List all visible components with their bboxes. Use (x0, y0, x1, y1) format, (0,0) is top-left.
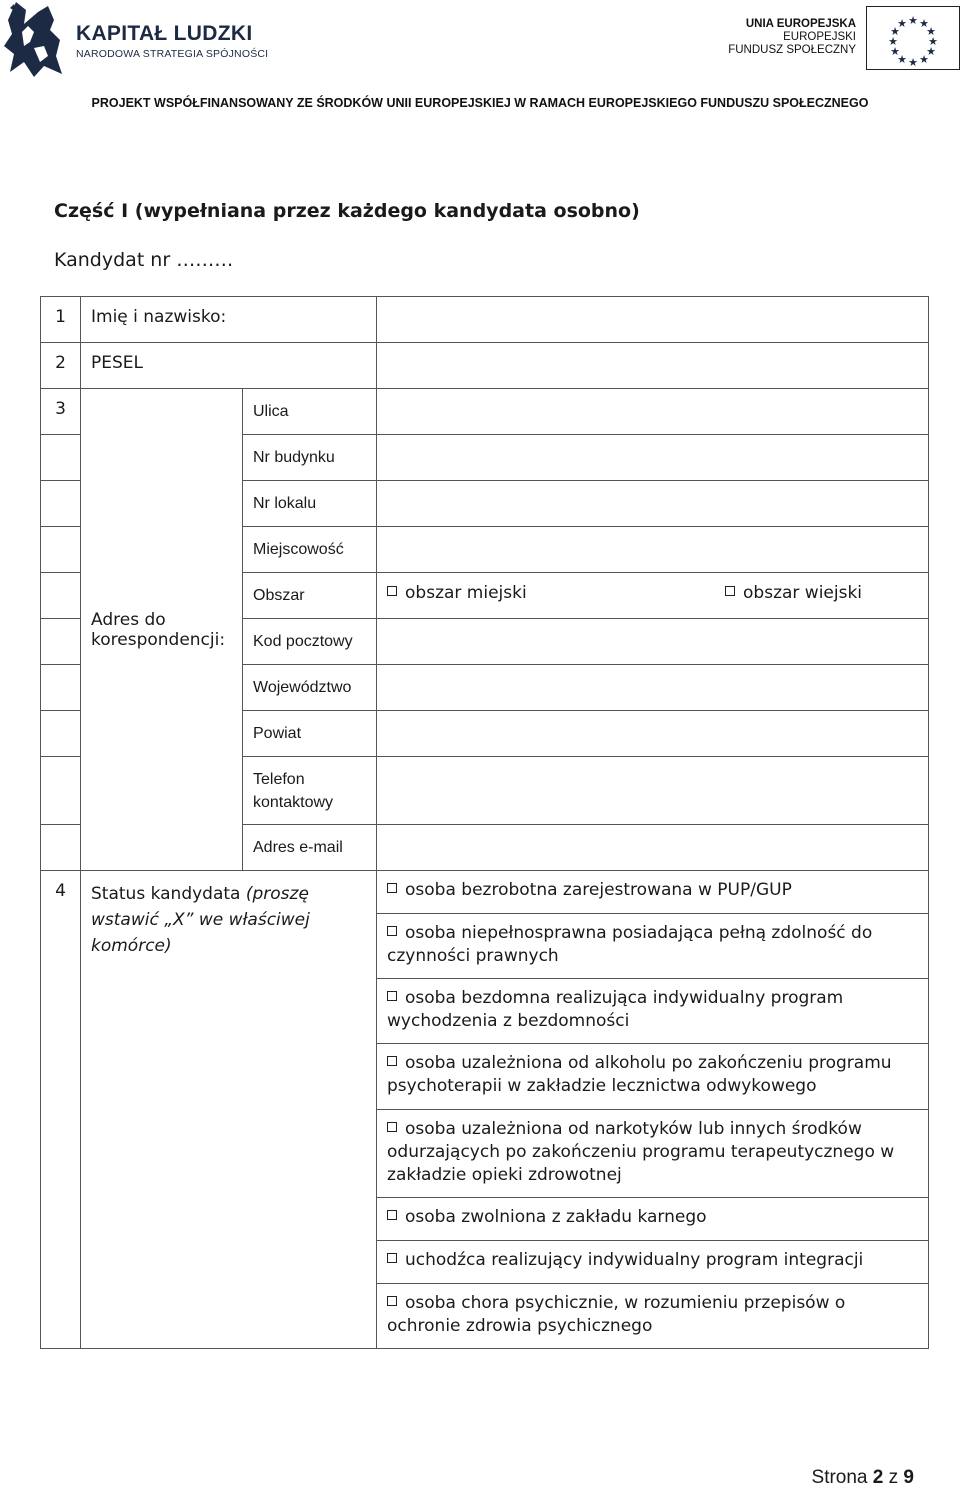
status-option[interactable] (377, 979, 929, 1044)
page-number (812, 1467, 914, 1489)
field-label: Ulica (243, 389, 377, 435)
field-label: Nr lokalu (243, 481, 377, 527)
input-postal-code[interactable] (377, 619, 929, 665)
label-name: Imię i nazwisko: (81, 297, 377, 343)
svg-text:★: ★ (919, 17, 929, 30)
status-option[interactable] (377, 871, 929, 914)
current-page: 2 (872, 1467, 884, 1488)
eu-logo-text (728, 18, 856, 57)
label-status (81, 871, 377, 1349)
candidate-form-table (40, 296, 929, 1349)
input-city[interactable] (377, 527, 929, 573)
checkbox-icon[interactable] (387, 926, 397, 936)
status-option[interactable] (377, 1284, 929, 1349)
svg-text:★: ★ (908, 14, 918, 27)
project-cofinancing-line: PROJEKT WSPÓŁFINANSOWANY ZE ŚRODKÓW UNII EUROPEJSKIEJ W RAMACH EUROPEJSKIEGO FUNDUSZU SPOŁECZNEGO (91, 96, 869, 110)
row-street (41, 389, 929, 435)
status-option-label: osoba bezrobotna zarejestrowana w PUP/GUP (405, 880, 792, 900)
checkbox-icon[interactable] (387, 883, 397, 893)
input-building[interactable] (377, 435, 929, 481)
svg-text:★: ★ (919, 53, 929, 66)
eu-line3: FUNDUSZ SPOŁECZNY (728, 44, 856, 56)
input-apartment[interactable] (377, 481, 929, 527)
address-label-text: Adres do korespondencji: (91, 609, 226, 650)
checkbox-icon[interactable] (387, 586, 397, 596)
checkbox-urban[interactable] (387, 583, 527, 603)
status-option-label: osoba uzależniona od alkoholu po zakończeniu programu psychoterapii w zakładzie lecznictwa odwykowego (387, 1053, 892, 1096)
empty-cell (41, 619, 81, 665)
input-pesel[interactable] (377, 343, 929, 389)
checkbox-icon[interactable] (387, 1122, 397, 1132)
field-label: Kod pocztowy (243, 619, 377, 665)
checkbox-icon[interactable] (387, 1210, 397, 1220)
status-option[interactable] (377, 1241, 929, 1284)
page-of: z (883, 1467, 904, 1488)
eu-stars-icon (867, 7, 959, 69)
input-street[interactable] (377, 389, 929, 435)
status-option[interactable] (377, 914, 929, 979)
checkbox-icon[interactable] (387, 1056, 397, 1066)
row-number: 1 (41, 297, 81, 343)
eu-line1: UNIA EUROPEJSKA (745, 18, 856, 30)
row-status (41, 871, 929, 914)
checkbox-icon[interactable] (387, 1253, 397, 1263)
empty-cell (41, 435, 81, 481)
logo-title: KAPITAŁ LUDZKI (76, 22, 253, 45)
svg-text:★: ★ (928, 35, 938, 48)
row-number: 3 (41, 389, 81, 435)
label-address (81, 389, 243, 871)
field-label: Adres e-mail (243, 825, 377, 871)
checkbox-icon[interactable] (725, 586, 735, 596)
input-voivodeship[interactable] (377, 665, 929, 711)
field-label: Województwo (243, 665, 377, 711)
option-urban-label: obszar miejski (405, 583, 527, 603)
field-label: Nr budynku (243, 435, 377, 481)
total-pages: 9 (903, 1467, 914, 1488)
status-option[interactable] (377, 1110, 929, 1198)
field-label: Powiat (243, 711, 377, 757)
row-name (41, 297, 929, 343)
status-option-label: osoba bezdomna realizująca indywidualny program wychodzenia z bezdomności (387, 988, 844, 1031)
input-email[interactable] (377, 825, 929, 871)
svg-text:★: ★ (926, 45, 936, 58)
page-header (0, 0, 960, 120)
row-number: 2 (41, 343, 81, 389)
kapital-ludzki-emblem-icon (4, 2, 62, 77)
field-label: Miejscowość (243, 527, 377, 573)
section-title: Część I (wypełniana przez każdego kandydata osobno) (54, 200, 640, 222)
input-county[interactable] (377, 711, 929, 757)
svg-text:★: ★ (926, 25, 936, 38)
status-label-instruction: (proszę wstawić „X” we właściwej komórce) (91, 884, 310, 956)
area-options (377, 573, 929, 619)
svg-text:★: ★ (890, 45, 900, 58)
eu-logo (720, 6, 960, 70)
empty-cell (41, 711, 81, 757)
eu-flag-icon (866, 6, 960, 70)
empty-cell (41, 757, 81, 825)
empty-cell (41, 573, 81, 619)
empty-cell (41, 481, 81, 527)
row-number: 4 (41, 871, 81, 1349)
kapital-ludzki-logo (4, 2, 269, 77)
status-option-label: osoba zwolniona z zakładu karnego (405, 1207, 707, 1227)
checkbox-icon[interactable] (387, 1296, 397, 1306)
empty-cell (41, 665, 81, 711)
page-prefix: Strona (811, 1467, 873, 1488)
status-option-label: osoba chora psychicznie, w rozumieniu przepisów o ochronie zdrowia psychicznego (387, 1293, 846, 1336)
option-rural-label: obszar wiejski (743, 583, 863, 603)
svg-text:★: ★ (897, 17, 907, 30)
svg-text:★: ★ (897, 53, 907, 66)
status-option-label: uchodźca realizujący indywidualny program integracji (405, 1250, 864, 1270)
status-option-label: osoba niepełnosprawna posiadająca pełną zdolność do czynności prawnych (387, 923, 873, 966)
candidate-number: Kandydat nr ……… (54, 249, 234, 271)
input-phone[interactable] (377, 757, 929, 825)
svg-text:★: ★ (908, 56, 918, 69)
label-pesel: PESEL (81, 343, 377, 389)
checkbox-icon[interactable] (387, 991, 397, 1001)
row-pesel (41, 343, 929, 389)
input-name[interactable] (377, 297, 929, 343)
status-option[interactable] (377, 1198, 929, 1241)
field-label: Telefon kontaktowy (243, 757, 377, 825)
empty-cell (41, 527, 81, 573)
status-option[interactable] (377, 1044, 929, 1110)
empty-cell (41, 825, 81, 871)
svg-text:★: ★ (888, 35, 898, 48)
svg-text:★: ★ (890, 25, 900, 38)
field-label: Obszar (243, 573, 377, 619)
checkbox-rural[interactable] (725, 583, 862, 603)
eu-line2: EUROPEJSKI (783, 31, 856, 43)
logo-subtitle: NARODOWA STRATEGIA SPÓJNOŚCI (76, 48, 269, 60)
status-label-main: Status kandydata (91, 884, 246, 904)
status-option-label: osoba uzależniona od narkotyków lub innych środków odurzających po zakończeniu programu terapeutycznego w zakładzie opieki zdrowotnej (387, 1119, 895, 1185)
